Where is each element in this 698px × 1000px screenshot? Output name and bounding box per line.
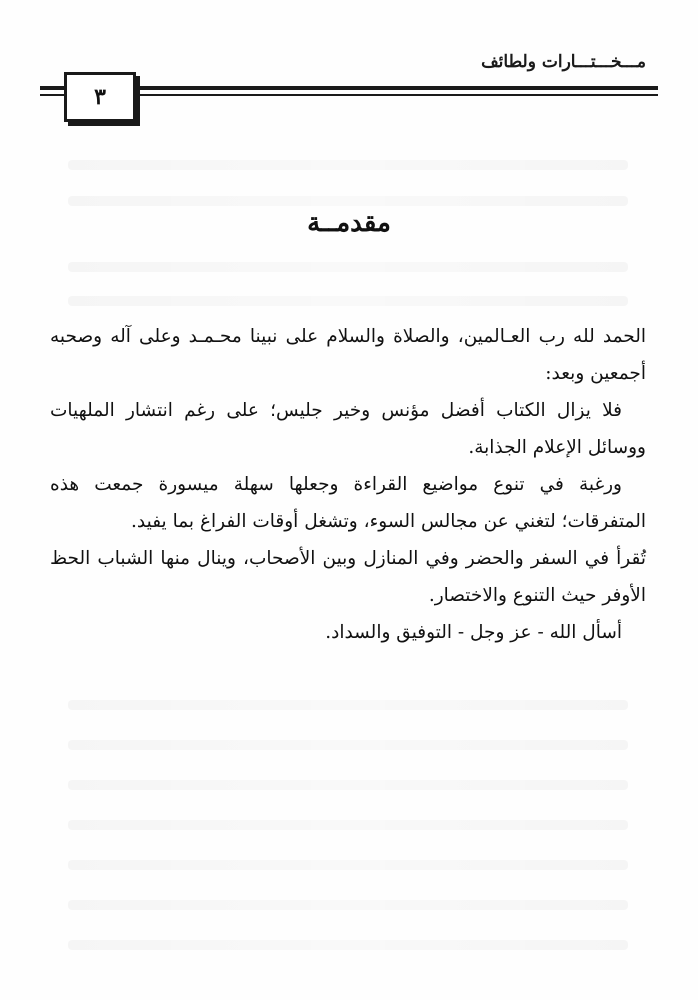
- paragraph: أسأل الله - عز وجل - التوفيق والسداد.: [325, 622, 622, 643]
- bleed-through-line: [68, 780, 628, 790]
- bleed-through-line: [68, 900, 628, 910]
- bleed-through-line: [68, 940, 628, 950]
- body-text: [50, 318, 646, 651]
- bleed-through-line: [68, 160, 628, 170]
- bleed-through-line: [68, 196, 628, 206]
- bleed-through-line: [68, 740, 628, 750]
- bleed-through-line: [68, 262, 628, 272]
- bleed-through-line: [68, 296, 628, 306]
- paragraph: الحمد لله رب العـالمين، والصلاة والسلام على نبينا محـمـد وعلى آله وصحبه أجمعين وبعد:: [50, 326, 646, 384]
- paragraph: تُقرأ في السفر والحضر وفي المنازل وبين الأصحاب، وينال منها الشباب الحظ الأوفر حيث التنوع والاختصار.: [50, 548, 646, 606]
- section-heading: مقدمــة: [307, 208, 391, 238]
- bleed-through-line: [68, 700, 628, 710]
- running-header-title: مـــخـــتـــارات ولطائف: [481, 52, 646, 72]
- bleed-through-line: [68, 820, 628, 830]
- paragraph: فلا يزال الكتاب أفضل مؤنس وخير جليس؛ على رغم انتشار الملهيات ووسائل الإعلام الجذابة.: [50, 400, 646, 458]
- page-number: ٣: [64, 72, 136, 122]
- paragraph: ورغبة في تنوع مواضيع القراءة وجعلها سهلة ميسورة جمعت هذه المتفرقات؛ لتغني عن مجالس السوء، وتشغل أوقات الفراغ بما يفيد.: [50, 474, 646, 532]
- bleed-through-line: [68, 860, 628, 870]
